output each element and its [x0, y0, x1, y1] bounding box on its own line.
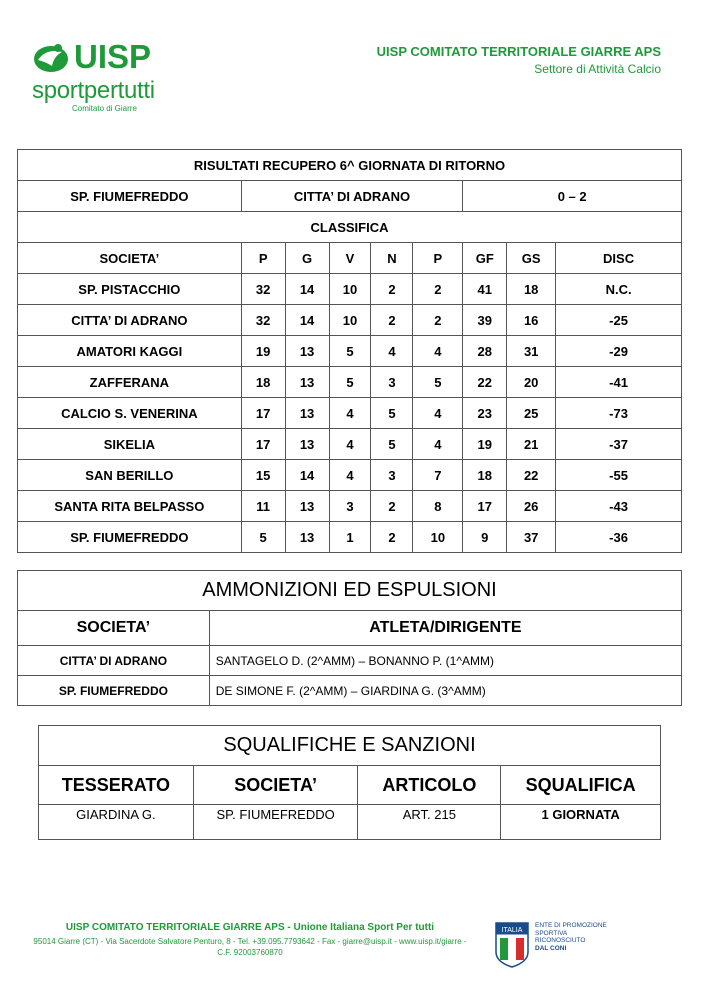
standings-cell: 10: [329, 305, 371, 336]
standings-cell: 23: [463, 398, 507, 429]
table-row: [18, 305, 682, 336]
standings-cell: 25: [507, 398, 556, 429]
standings-cell: 3: [329, 491, 371, 522]
standings-cell: 4: [329, 398, 371, 429]
standings-cell: 13: [285, 367, 329, 398]
footer-address-line1: 95014 Giarre (CT) - Via Sacerdote Salvatore Penturo, 8 - Tel. +39.095.7793642 - Fax - giarre@uisp.it - www.uisp.it/giarre -: [33, 937, 467, 946]
col-header: DISC: [556, 243, 682, 274]
standings-cell: 18: [241, 367, 285, 398]
sanctions-table: [38, 725, 661, 840]
standings-cell: 4: [371, 336, 413, 367]
standings-cell: 15: [241, 460, 285, 491]
standings-cell: -37: [556, 429, 682, 460]
standings-cell: 10: [413, 522, 463, 553]
standings-cell: 2: [413, 274, 463, 305]
col-header: SOCIETA’: [18, 243, 242, 274]
cautions-table: [17, 570, 682, 706]
coni-line: SPORTIVA: [535, 929, 568, 937]
standings-cell: 4: [413, 398, 463, 429]
standings-cell: 7: [413, 460, 463, 491]
standings-cell: 2: [413, 305, 463, 336]
coni-line: RICONOSCIUTO: [535, 937, 586, 944]
standings-team: SP. PISTACCHIO: [18, 274, 242, 305]
standings-cell: 26: [507, 491, 556, 522]
standings-cell: 5: [371, 398, 413, 429]
standings-cell: 20: [507, 367, 556, 398]
caution-team: SP. FIUMEFREDDO: [18, 676, 210, 706]
standings-header-row: [18, 243, 682, 274]
standings-cell: 13: [285, 398, 329, 429]
result-away-team: CITTA’ DI ADRANO: [241, 181, 463, 212]
uisp-logo: [32, 40, 182, 124]
col-header: ARTICOLO: [358, 766, 501, 805]
coni-line: ENTE DI PROMOZIONE: [535, 922, 607, 929]
standings-cell: -25: [556, 305, 682, 336]
sanction-player: GIARDINA G.: [39, 805, 194, 840]
org-header: [377, 44, 661, 76]
standings-cell: -41: [556, 367, 682, 398]
col-header: SOCIETA’: [193, 766, 358, 805]
standings-team: ZAFFERANA: [18, 367, 242, 398]
table-row: [18, 522, 682, 553]
standings-cell: 41: [463, 274, 507, 305]
col-header: V: [329, 243, 371, 274]
col-header: G: [285, 243, 329, 274]
standings-cell: 5: [329, 367, 371, 398]
standings-cell: N.C.: [556, 274, 682, 305]
table-row: [18, 398, 682, 429]
result-home-team: SP. FIUMEFREDDO: [18, 181, 242, 212]
col-header: GF: [463, 243, 507, 274]
standings-cell: 10: [329, 274, 371, 305]
col-header: P: [413, 243, 463, 274]
standings-cell: 5: [241, 522, 285, 553]
standings-cell: 11: [241, 491, 285, 522]
standings-cell: 32: [241, 305, 285, 336]
standings-cell: 4: [413, 336, 463, 367]
standings-cell: 3: [371, 367, 413, 398]
standings-cell: 5: [413, 367, 463, 398]
standings-team: SIKELIA: [18, 429, 242, 460]
standings-title: CLASSIFICA: [18, 212, 682, 243]
table-row: [18, 460, 682, 491]
standings-team: SP. FIUMEFREDDO: [18, 522, 242, 553]
sanction-team: SP. FIUMEFREDDO: [193, 805, 358, 840]
standings-cell: 4: [329, 429, 371, 460]
results-standings-table: [17, 149, 682, 553]
footer-address: [30, 936, 470, 958]
standings-cell: 13: [285, 336, 329, 367]
standings-team: SAN BERILLO: [18, 460, 242, 491]
col-header: P: [241, 243, 285, 274]
col-header: N: [371, 243, 413, 274]
standings-team: AMATORI KAGGI: [18, 336, 242, 367]
standings-cell: 13: [285, 429, 329, 460]
logo-subtitle: Comitato di Giarre: [72, 104, 137, 113]
standings-cell: 8: [413, 491, 463, 522]
coni-line: DAL CONI: [535, 944, 567, 952]
standings-cell: 37: [507, 522, 556, 553]
org-name: UISP COMITATO TERRITORIALE GIARRE APS: [376, 44, 661, 59]
standings-cell: -55: [556, 460, 682, 491]
standings-cell: 22: [463, 367, 507, 398]
table-row: [18, 646, 682, 676]
standings-cell: -43: [556, 491, 682, 522]
table-row: [18, 367, 682, 398]
standings-cell: -29: [556, 336, 682, 367]
standings-team: SANTA RITA BELPASSO: [18, 491, 242, 522]
coni-badge: [495, 922, 625, 970]
standings-cell: 4: [329, 460, 371, 491]
standings-cell: 2: [371, 274, 413, 305]
standings-cell: 2: [371, 305, 413, 336]
caution-athletes: SANTAGELO D. (2^AMM) – BONANNO P. (1^AMM): [209, 646, 681, 676]
standings-cell: 5: [329, 336, 371, 367]
standings-cell: 1: [329, 522, 371, 553]
standings-cell: 14: [285, 305, 329, 336]
sanction-suspension: 1 GIORNATA: [501, 805, 661, 840]
table-row: [18, 274, 682, 305]
sanction-article: ART. 215: [358, 805, 501, 840]
standings-cell: 19: [241, 336, 285, 367]
standings-cell: 17: [463, 491, 507, 522]
coni-country: ITALIA: [501, 927, 523, 934]
col-header-athlete: ATLETA/DIRIGENTE: [209, 611, 681, 646]
standings-cell: 31: [507, 336, 556, 367]
col-header: TESSERATO: [39, 766, 194, 805]
standings-cell: 4: [413, 429, 463, 460]
col-header-team: SOCIETA’: [18, 611, 210, 646]
standings-cell: 13: [285, 522, 329, 553]
standings-cell: 16: [507, 305, 556, 336]
table-row: [18, 491, 682, 522]
caution-team: CITTA’ DI ADRANO: [18, 646, 210, 676]
table-row: [39, 805, 661, 840]
logo-tagline: sportpertutti: [32, 77, 155, 104]
standings-cell: -36: [556, 522, 682, 553]
col-header: SQUALIFICA: [501, 766, 661, 805]
standings-team: CITTA’ DI ADRANO: [18, 305, 242, 336]
cautions-title: AMMONIZIONI ED ESPULSIONI: [18, 571, 682, 611]
table-row: [18, 336, 682, 367]
italia-shield-icon: [495, 922, 529, 968]
standings-cell: 21: [507, 429, 556, 460]
standings-cell: 2: [371, 522, 413, 553]
standings-cell: 18: [507, 274, 556, 305]
coni-text: [535, 922, 607, 952]
standings-cell: 5: [371, 429, 413, 460]
footer: [30, 922, 470, 958]
footer-address-line2: C.F. 92003760870: [217, 948, 283, 957]
standings-team: CALCIO S. VENERINA: [18, 398, 242, 429]
standings-cell: 18: [463, 460, 507, 491]
org-section: Settore di Attività Calcio: [534, 62, 661, 76]
standings-cell: 19: [463, 429, 507, 460]
col-header: GS: [507, 243, 556, 274]
standings-cell: 32: [241, 274, 285, 305]
standings-cell: 28: [463, 336, 507, 367]
results-title: RISULTATI RECUPERO 6^ GIORNATA DI RITORNO: [18, 150, 682, 181]
result-score: 0 – 2: [463, 181, 682, 212]
standings-cell: 9: [463, 522, 507, 553]
standings-cell: 22: [507, 460, 556, 491]
standings-cell: 13: [285, 491, 329, 522]
standings-cell: 3: [371, 460, 413, 491]
standings-cell: 14: [285, 274, 329, 305]
standings-cell: 2: [371, 491, 413, 522]
standings-cell: 39: [463, 305, 507, 336]
uisp-runner-icon: [32, 40, 70, 74]
standings-cell: -73: [556, 398, 682, 429]
sanctions-title: SQUALIFICHE E SANZIONI: [39, 726, 661, 766]
standings-cell: 14: [285, 460, 329, 491]
caution-athletes: DE SIMONE F. (2^AMM) – GIARDINA G. (3^AMM): [209, 676, 681, 706]
logo-uisp-text: UISP: [74, 38, 152, 75]
table-row: [18, 676, 682, 706]
table-row: [18, 429, 682, 460]
standings-cell: 17: [241, 429, 285, 460]
footer-title: UISP COMITATO TERRITORIALE GIARRE APS - Unione Italiana Sport Per tutti: [65, 922, 435, 933]
standings-cell: 17: [241, 398, 285, 429]
